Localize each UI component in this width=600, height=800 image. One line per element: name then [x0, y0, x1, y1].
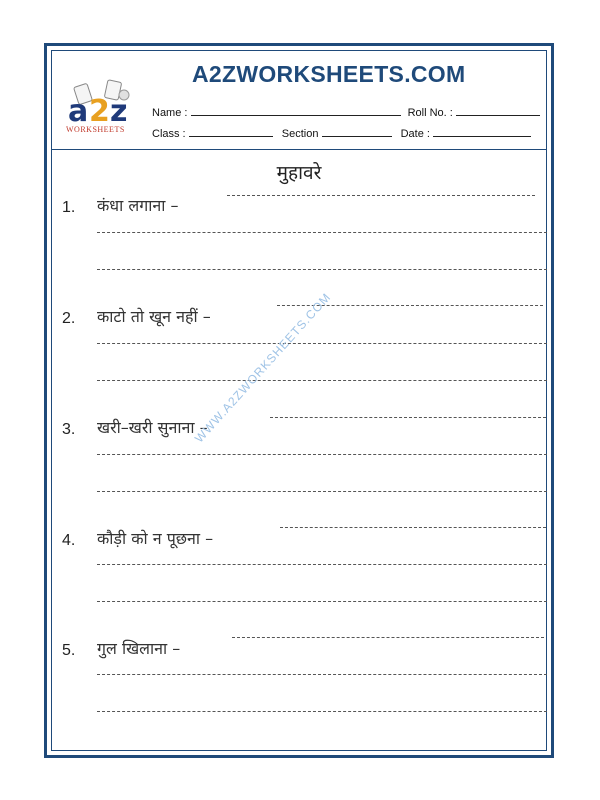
- a2z-logo: [62, 79, 140, 139]
- answer-line[interactable]: [97, 601, 547, 602]
- item-text: गुल खिलाना –: [97, 639, 181, 658]
- date-label: Date :: [400, 128, 430, 140]
- answer-line[interactable]: [97, 711, 547, 712]
- roll-label: Roll No. :: [407, 107, 453, 119]
- answer-line[interactable]: [97, 454, 547, 455]
- site-title: A2ZWORKSHEETS.COM: [192, 61, 466, 87]
- name-roll-row: [152, 106, 540, 119]
- answer-line[interactable]: [97, 491, 547, 492]
- watermark: WWW.A2ZWORKSHEETS.COM: [192, 290, 334, 446]
- logo-subtext: WORKSHEETS: [66, 125, 125, 134]
- worksheet-heading: मुहावरे: [276, 162, 322, 184]
- date-field[interactable]: [433, 127, 531, 137]
- logo-graphic: [62, 79, 140, 125]
- item-number: 3.: [62, 421, 76, 438]
- name-field[interactable]: [191, 106, 401, 116]
- class-section-date-row: [152, 127, 531, 140]
- answer-line[interactable]: [280, 527, 546, 528]
- svg-text:a: a: [68, 94, 89, 125]
- header-divider: [52, 149, 546, 150]
- roll-field[interactable]: [456, 106, 540, 116]
- worksheet-inner-border: [51, 50, 547, 751]
- item-text: कौड़ी को न पूछना –: [97, 529, 214, 548]
- item-number: 2.: [62, 310, 76, 327]
- item-number: 1.: [62, 199, 76, 216]
- answer-line[interactable]: [97, 269, 547, 270]
- answer-line[interactable]: [232, 637, 544, 638]
- answer-line[interactable]: [97, 380, 547, 381]
- answer-line[interactable]: [97, 343, 547, 344]
- item-number: 5.: [62, 642, 76, 659]
- worksheet-frame: [44, 43, 554, 758]
- section-field[interactable]: [322, 127, 392, 137]
- item-text: खरी–खरी सुनाना –: [97, 418, 208, 437]
- item-text: काटो तो खून नहीं –: [97, 307, 211, 326]
- section-label: Section: [281, 128, 319, 140]
- svg-text:2: 2: [89, 94, 110, 125]
- answer-line[interactable]: [270, 417, 546, 418]
- class-field[interactable]: [189, 127, 273, 137]
- answer-line[interactable]: [97, 232, 547, 233]
- answer-line[interactable]: [97, 564, 547, 565]
- answer-line[interactable]: [97, 674, 547, 675]
- item-text: कंधा लगाना –: [97, 196, 179, 215]
- answer-line[interactable]: [227, 195, 535, 196]
- item-number: 4.: [62, 532, 76, 549]
- svg-text:z: z: [110, 94, 128, 125]
- name-label: Name :: [152, 107, 188, 119]
- class-label: Class :: [152, 128, 186, 140]
